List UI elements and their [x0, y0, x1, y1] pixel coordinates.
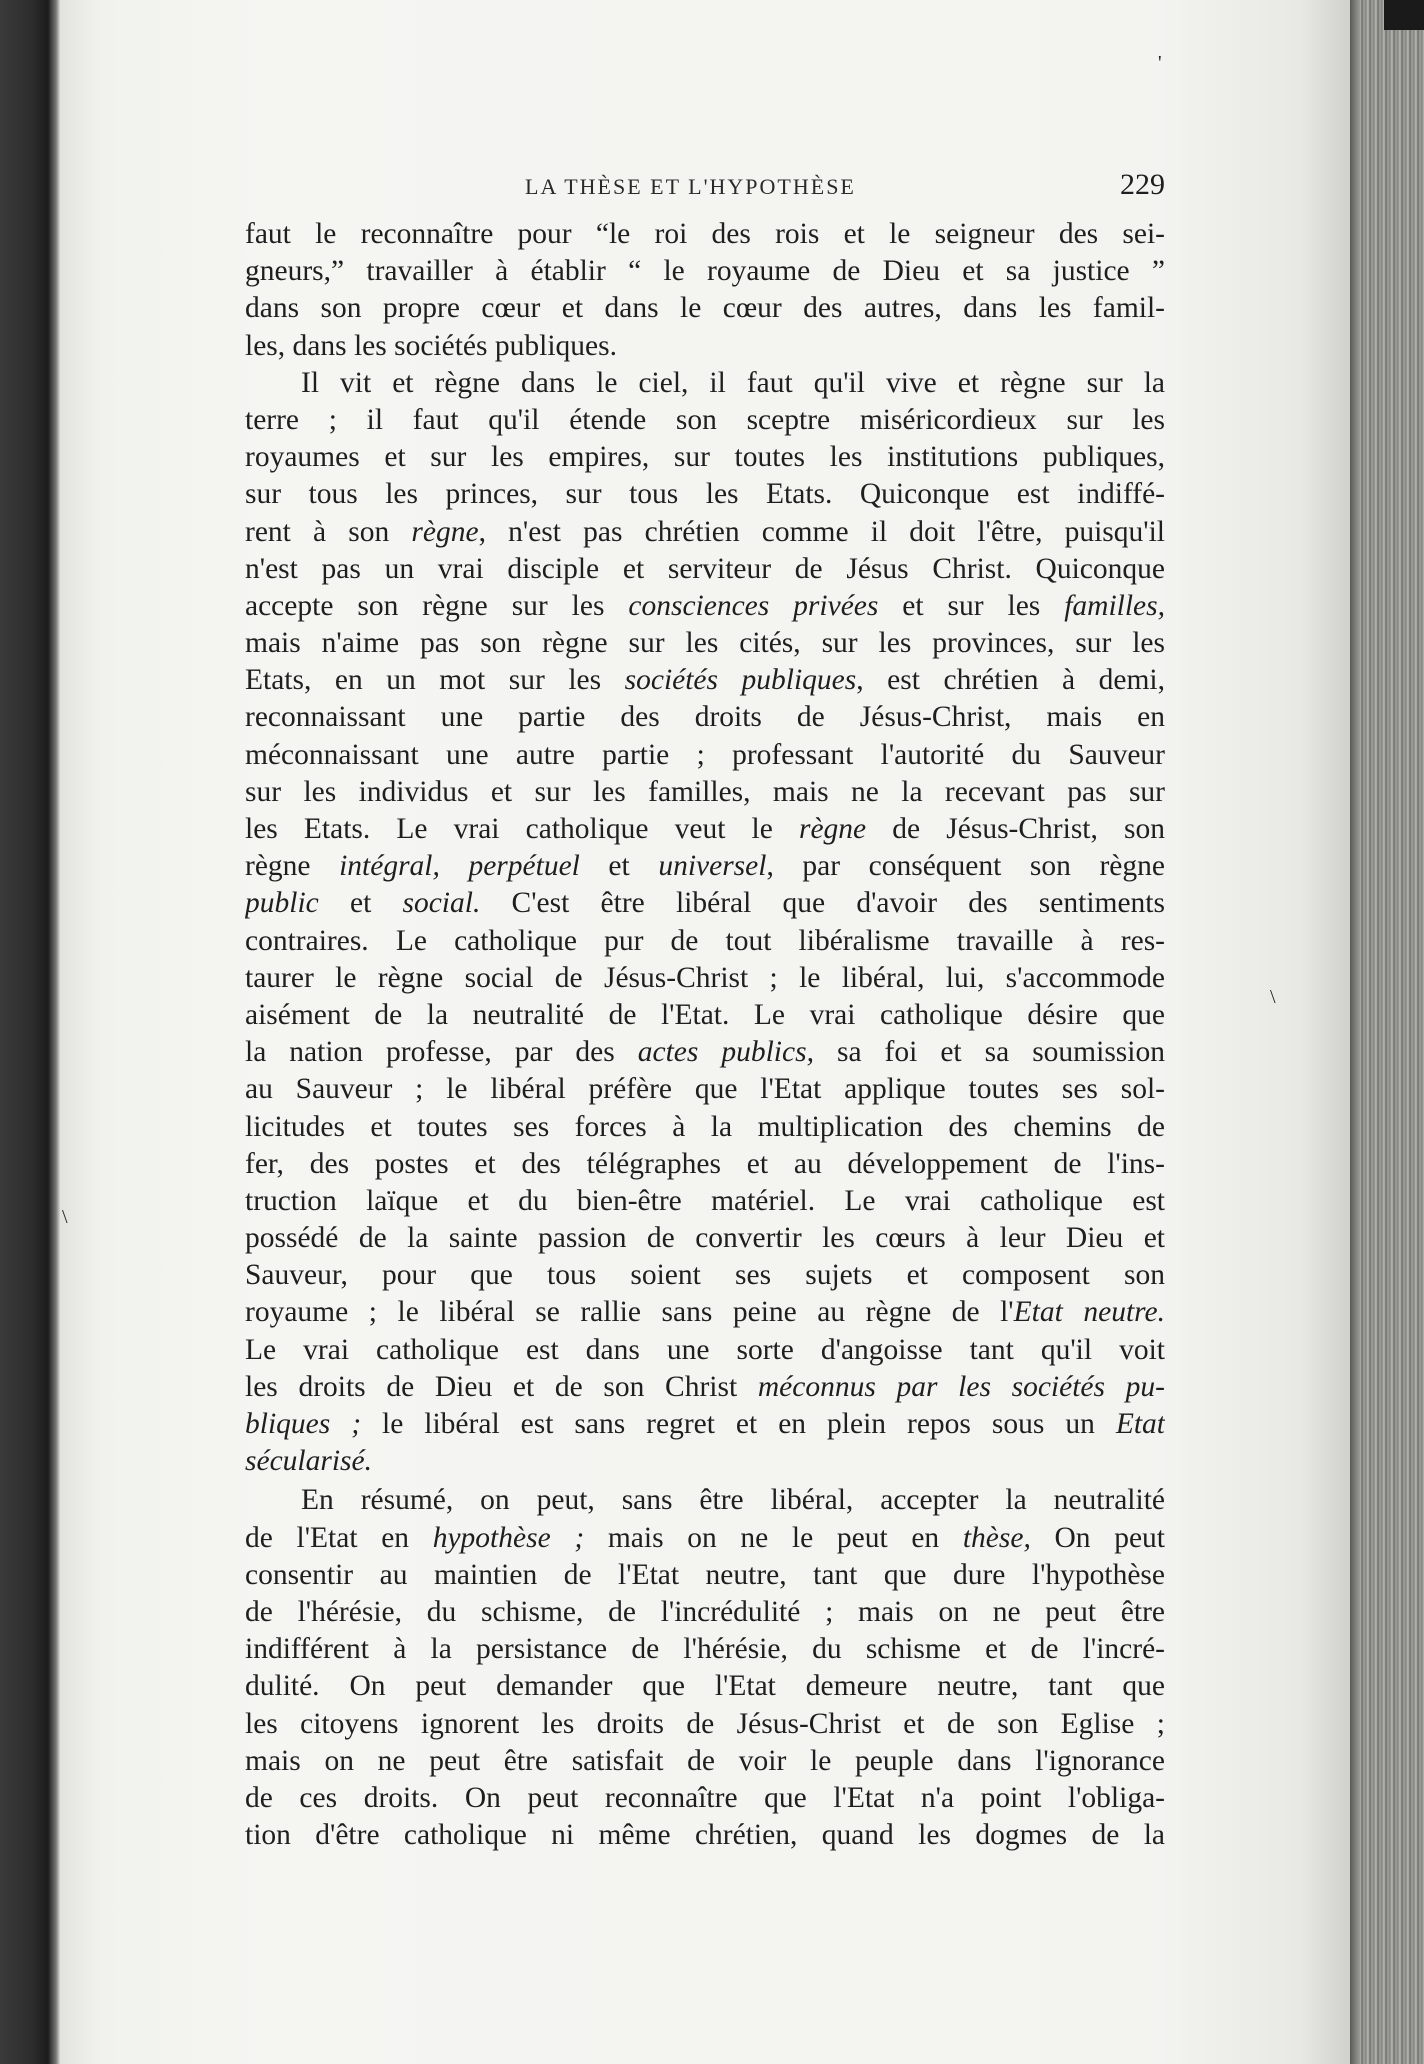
text-span: et — [579, 850, 659, 883]
italic-text: règne — [798, 813, 867, 845]
text-span: les, dans les sociétés publiques. — [245, 329, 617, 362]
text-span: les Etats. Le vrai catholique veut le — [245, 813, 799, 845]
text-span: mais n'aime pas son règne sur les cités, sur les provinces, sur les — [245, 627, 1165, 660]
text-line — [245, 1294, 1165, 1331]
text-span: terre ; il faut qu'il étende son sceptre miséricordieux sur les — [245, 403, 1165, 436]
text-line — [245, 737, 1165, 774]
italic-text: intégral, perpétuel — [339, 850, 580, 883]
text-span: tion d'être catholique ni même chrétien, quand les dogmes de la — [245, 1819, 1165, 1852]
text-line — [245, 216, 1165, 253]
text-line — [245, 1146, 1165, 1183]
text-span: au Sauveur ; le libéral préfère que l'Etat applique toutes ses sol- — [245, 1073, 1165, 1106]
text-span: Le vrai catholique est dans une sorte d'angoisse tant qu'il voit — [245, 1333, 1165, 1366]
text-line — [245, 365, 1165, 402]
text-span: indifférent à la persistance de l'hérésie, du schisme et de l'incré- — [245, 1633, 1165, 1666]
scan-speck: ' — [1158, 52, 1162, 74]
body-text — [245, 216, 1165, 1854]
text-line — [245, 1406, 1165, 1443]
text-line — [245, 923, 1165, 960]
text-span: les citoyens ignorent les droits de Jésus-Christ et de son Eglise ; — [245, 1707, 1165, 1740]
text-span: On peut — [1030, 1521, 1165, 1554]
italic-text: consciences privées — [628, 589, 879, 622]
italic-text: universel — [658, 850, 767, 883]
text-line — [245, 885, 1165, 922]
text-line — [245, 848, 1165, 885]
text-span: règne — [245, 850, 340, 883]
text-line — [245, 253, 1165, 290]
text-line — [245, 328, 1165, 365]
text-line — [245, 997, 1165, 1034]
text-line — [245, 625, 1165, 662]
text-span: dulité. On peut demander que l'Etat demeure neutre, tant que — [245, 1670, 1165, 1703]
text-span: , n'est pas chrétien comme il doit l'être, puisqu'il — [478, 515, 1165, 548]
text-span: royaume ; le libéral se rallie sans peine au règne de l' — [245, 1296, 1014, 1329]
text-line — [245, 1557, 1165, 1594]
text-span: royaumes et sur les empires, sur toutes les institutions publiques, — [245, 441, 1165, 474]
text-line — [245, 1034, 1165, 1071]
text-span: le libéral est sans regret et en plein repos sous un — [361, 1408, 1116, 1440]
italic-text: bliques ; — [245, 1408, 362, 1440]
text-span: , est chrétien à demi, — [856, 664, 1165, 697]
scan-speck: \ — [62, 1206, 68, 1228]
text-span: truction laïque et du bien-être matériel. Le vrai catholique est — [245, 1184, 1165, 1217]
text-span: contraires. Le catholique pur de tout libéralisme travaille à res- — [245, 924, 1165, 957]
text-line — [245, 439, 1165, 476]
page-edge-stack — [1350, 0, 1424, 2064]
italic-text: public — [245, 887, 319, 920]
text-span: En résumé, on peut, sans être libéral, accepter la neutralité — [301, 1484, 1165, 1517]
page-number: 229 — [1120, 168, 1165, 201]
text-span: de l'hérésie, du schisme, de l'incrédulité ; mais on ne peut être — [245, 1595, 1165, 1628]
text-span: Etats, en un mot sur les — [245, 664, 625, 697]
text-line — [245, 1257, 1165, 1294]
text-line — [245, 1631, 1165, 1668]
text-line — [245, 1817, 1165, 1854]
text-span: reconnaissant une partie des droits de Jésus-Christ, mais en — [245, 701, 1165, 734]
italic-text: hypothèse ; — [432, 1521, 585, 1554]
text-span: C'est être libéral que d'avoir des sentiments — [480, 887, 1165, 920]
italic-text: thèse, — [962, 1521, 1031, 1554]
italic-text: familles, — [1064, 589, 1165, 622]
text-line — [245, 1220, 1165, 1257]
text-span: , par conséquent son règne — [766, 850, 1165, 883]
text-line — [245, 699, 1165, 736]
text-span: faut le reconnaître pour “le roi des rois et le seigneur des sei- — [245, 218, 1165, 250]
text-line — [245, 960, 1165, 997]
text-span: consentir au maintien de l'Etat neutre, tant que dure l'hypothèse — [245, 1558, 1165, 1591]
text-line — [245, 402, 1165, 439]
italic-text: social. — [402, 887, 481, 920]
scan-speck: \ — [1270, 986, 1276, 1008]
text-span: aisément de la neutralité de l'Etat. Le vrai catholique désire que — [245, 998, 1165, 1031]
text-span: taurer le règne social de Jésus-Christ ; le libéral, lui, s'accommode — [245, 961, 1165, 994]
text-line — [245, 1183, 1165, 1220]
italic-text: méconnus par les sociétés pu- — [757, 1370, 1165, 1403]
text-line — [245, 1109, 1165, 1146]
italic-text: Etat — [1115, 1408, 1165, 1440]
text-span: mais on ne peut être satisfait de voir le peuple dans l'ignorance — [245, 1744, 1165, 1777]
text-span: de Jésus-Christ, son — [866, 813, 1165, 845]
text-span: dans son propre cœur et dans le cœur des autres, dans les famil- — [245, 292, 1165, 325]
text-line — [245, 514, 1165, 551]
text-line — [245, 1071, 1165, 1108]
text-line — [245, 1706, 1165, 1743]
italic-text: sociétés publiques — [624, 664, 857, 697]
text-span: possédé de la sainte passion de convertir les cœurs à leur Dieu et — [245, 1222, 1165, 1255]
text-line — [245, 1443, 1165, 1480]
text-line — [245, 1369, 1165, 1406]
text-line — [245, 662, 1165, 699]
text-line — [245, 290, 1165, 327]
page-header — [245, 168, 1165, 208]
text-span: rent à son — [245, 515, 412, 548]
text-span: accepte son règne sur les — [245, 589, 629, 622]
text-span: fer, des postes et des télégraphes et au développement de l'ins- — [245, 1147, 1165, 1180]
text-span: et — [318, 887, 403, 920]
italic-text: actes publics, — [637, 1036, 814, 1069]
text-span: Sauveur, pour que tous soient ses sujets et composent son — [245, 1259, 1165, 1292]
text-line — [245, 476, 1165, 513]
text-line — [245, 1780, 1165, 1817]
book-binding-shadow — [0, 0, 60, 2064]
text-span: la nation professe, par des — [245, 1036, 638, 1069]
text-span: mais on ne le peut en — [584, 1521, 963, 1554]
text-line — [245, 811, 1165, 848]
text-span: gneurs,” travailler à établir “ le royaume de Dieu et sa justice ” — [245, 255, 1165, 288]
italic-text: sécularisé. — [245, 1445, 372, 1478]
running-head: LA THÈSE ET L'HYPOTHÈSE — [525, 174, 856, 199]
text-span: sur les individus et sur les familles, mais ne la recevant pas sur — [245, 775, 1165, 808]
text-span: de ces droits. On peut reconnaître que l'Etat n'a point l'obliga- — [245, 1781, 1165, 1814]
text-line — [245, 1332, 1165, 1369]
text-line — [245, 1668, 1165, 1705]
italic-text: Etat neutre. — [1013, 1296, 1165, 1329]
text-line — [245, 1482, 1165, 1519]
text-line — [245, 1743, 1165, 1780]
italic-text: règne — [411, 515, 479, 548]
text-span: et sur les — [878, 589, 1065, 622]
text-span: Il vit et règne dans le ciel, il faut qu'il vive et règne sur la — [301, 366, 1165, 399]
text-span: licitudes et toutes ses forces à la multiplication des chemins de — [245, 1110, 1165, 1143]
text-line — [245, 774, 1165, 811]
text-span: sa foi et sa soumission — [813, 1036, 1165, 1069]
text-line — [245, 1520, 1165, 1557]
text-line — [245, 551, 1165, 588]
text-span: les droits de Dieu et de son Christ — [245, 1370, 758, 1403]
text-span: sur tous les princes, sur tous les Etats. Quiconque est indiffé- — [245, 478, 1165, 511]
text-line — [245, 1594, 1165, 1631]
text-line — [245, 588, 1165, 625]
text-span: de l'Etat en — [245, 1521, 433, 1554]
text-span: méconnaissant une autre partie ; professant l'autorité du Sauveur — [245, 738, 1165, 771]
text-span: n'est pas un vrai disciple et serviteur de Jésus Christ. Quiconque — [245, 552, 1165, 585]
